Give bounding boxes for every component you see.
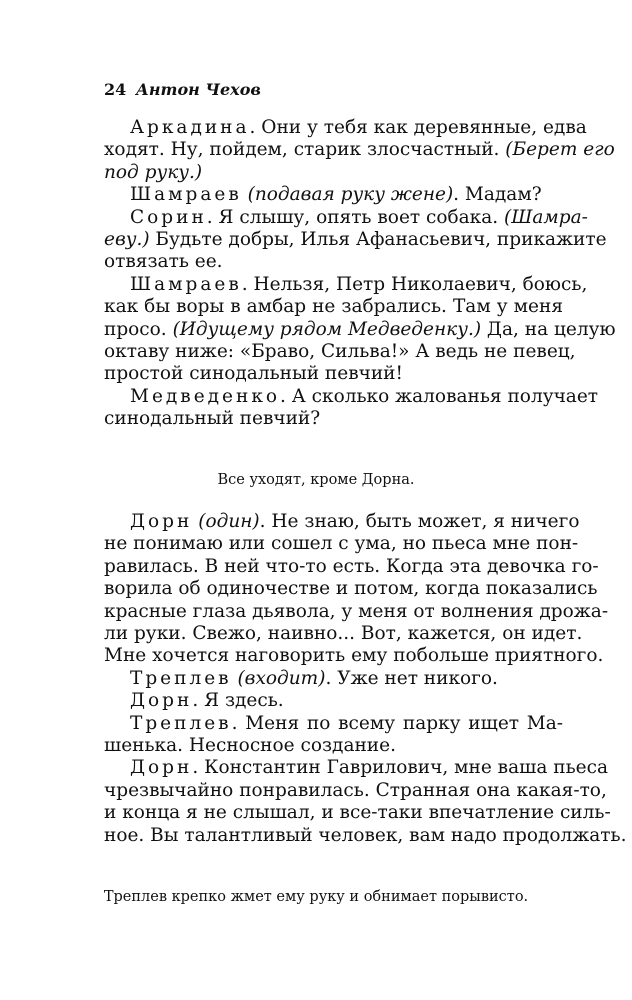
line-text: красные глаза дьявола, у меня от волнения дрожа- — [104, 600, 609, 622]
line-text: Будьте добры, Илья Афанасьевич, прикажите — [149, 229, 607, 251]
line-text: шенька. Несносное создание. — [104, 735, 396, 757]
text-line — [104, 713, 563, 735]
text-line — [104, 363, 563, 385]
line-text: . Меня по всему парку ищет Ма- — [231, 712, 563, 734]
line-text: . Не знаю, быть может, я ничего — [259, 511, 580, 532]
text-line — [104, 779, 607, 802]
text-line — [104, 511, 580, 533]
text-line — [104, 408, 563, 430]
line-text: . А сколько жалованья получает — [280, 385, 599, 407]
speaker-name: Дорн — [130, 690, 193, 712]
text-line — [104, 318, 616, 341]
text-line — [104, 251, 563, 273]
line-text: ворила об одиночестве и потом, когда показались — [104, 578, 598, 600]
line-text: как бы воры в амбар не забрались. Там у меня — [104, 296, 563, 318]
line-text: октаву ниже: «Браво, Сильва!» А ведь не певец, — [104, 341, 576, 363]
text-line — [104, 385, 599, 408]
line-text: Да, на целую — [481, 318, 616, 340]
line-text: отвязать ее. — [104, 251, 223, 273]
speaker-name: Шамраев — [130, 184, 242, 206]
line-text: ное. Вы талантливый человек, вам надо продолжать. — [104, 824, 627, 846]
text-line — [104, 555, 599, 578]
text-line — [104, 533, 579, 555]
line-text: простой синодальный певчий! — [104, 363, 403, 385]
speaker-name: Треплев — [130, 667, 232, 689]
speaker-name: Медведенко — [130, 385, 281, 407]
line-text: ли руки. Свежо, наивно... Вот, кажется, он идет. — [104, 623, 583, 645]
stage-remark: (один) — [198, 511, 260, 532]
line-text: . Я слышу, опять воет собака. — [206, 206, 505, 228]
line-text: ходят. Ну, пойдем, старик злосчастный. — [104, 139, 506, 161]
speaker-name: Треплев — [130, 712, 232, 734]
text-line — [104, 273, 588, 296]
text-line — [104, 341, 576, 363]
stage-direction-exit: Все уходят, кроме Дорна. — [217, 472, 415, 488]
text-line — [104, 229, 607, 251]
stage-remark: еву.) — [104, 229, 150, 251]
running-header-author: Антон Чехов — [135, 80, 261, 99]
text-line — [104, 117, 587, 139]
speaker-name: Дорн — [130, 511, 193, 532]
text-line — [104, 206, 588, 229]
speaker-name: Сорин — [130, 206, 207, 228]
stage-remark: (подавая руку жене) — [247, 184, 454, 206]
line-text: . Нельзя, Петр Николаевич, боюсь, — [241, 273, 588, 295]
speaker-name: Дорн — [130, 757, 193, 779]
line-text: синодальный певчий? — [104, 408, 321, 430]
line-text: . Они у тебя как деревянные, едва — [249, 117, 587, 138]
line-text: просо. — [104, 318, 173, 340]
stage-remark: под руку.) — [104, 161, 203, 183]
text-line — [104, 690, 563, 712]
text-line — [104, 645, 604, 667]
stage-remark: (Идущему рядом Медведенку.) — [172, 318, 482, 340]
text-line — [104, 600, 609, 623]
text-line — [104, 578, 598, 600]
line-text: . Я здесь. — [192, 690, 284, 712]
speaker-name: Шамраев — [130, 273, 242, 295]
speaker-name: Аркадина — [130, 117, 250, 138]
text-line — [104, 824, 627, 847]
line-text: равилась. В ней что-то есть. Когда эта девочка го- — [104, 555, 599, 577]
page-number: 24 — [104, 80, 127, 99]
text-line — [104, 623, 583, 645]
stage-remark: (Шамра- — [504, 206, 588, 228]
line-text: не понимаю или сошел с ума, но пьеса мне пон- — [104, 533, 579, 555]
text-line — [104, 735, 563, 757]
text-line — [104, 296, 563, 318]
text-line — [104, 668, 563, 690]
text-line — [104, 802, 611, 824]
line-text: Мне хочется наговорить ему побольше приятного. — [104, 645, 604, 667]
text-line — [104, 162, 563, 184]
stage-remark: (входит) — [237, 667, 326, 689]
line-text: и конца я не слышал, и все-таки впечатление силь- — [104, 802, 611, 824]
running-header — [104, 80, 261, 100]
text-line — [104, 757, 608, 779]
stage-direction-embrace: Треплев крепко жмет ему руку и обнимает порывисто. — [103, 889, 529, 905]
text-line — [104, 184, 563, 206]
line-text: . Мадам? — [453, 184, 542, 206]
text-line — [104, 139, 615, 161]
play-text-upper — [104, 117, 616, 431]
line-text: чрезвычайно понравилась. Странная она какая-то, — [104, 779, 607, 801]
line-text: . Константин Гаврилович, мне ваша пьеса — [192, 757, 608, 779]
play-text-lower — [104, 511, 627, 847]
stage-remark: (Берет его — [505, 139, 615, 161]
line-text: . Уже нет никого. — [325, 667, 498, 689]
